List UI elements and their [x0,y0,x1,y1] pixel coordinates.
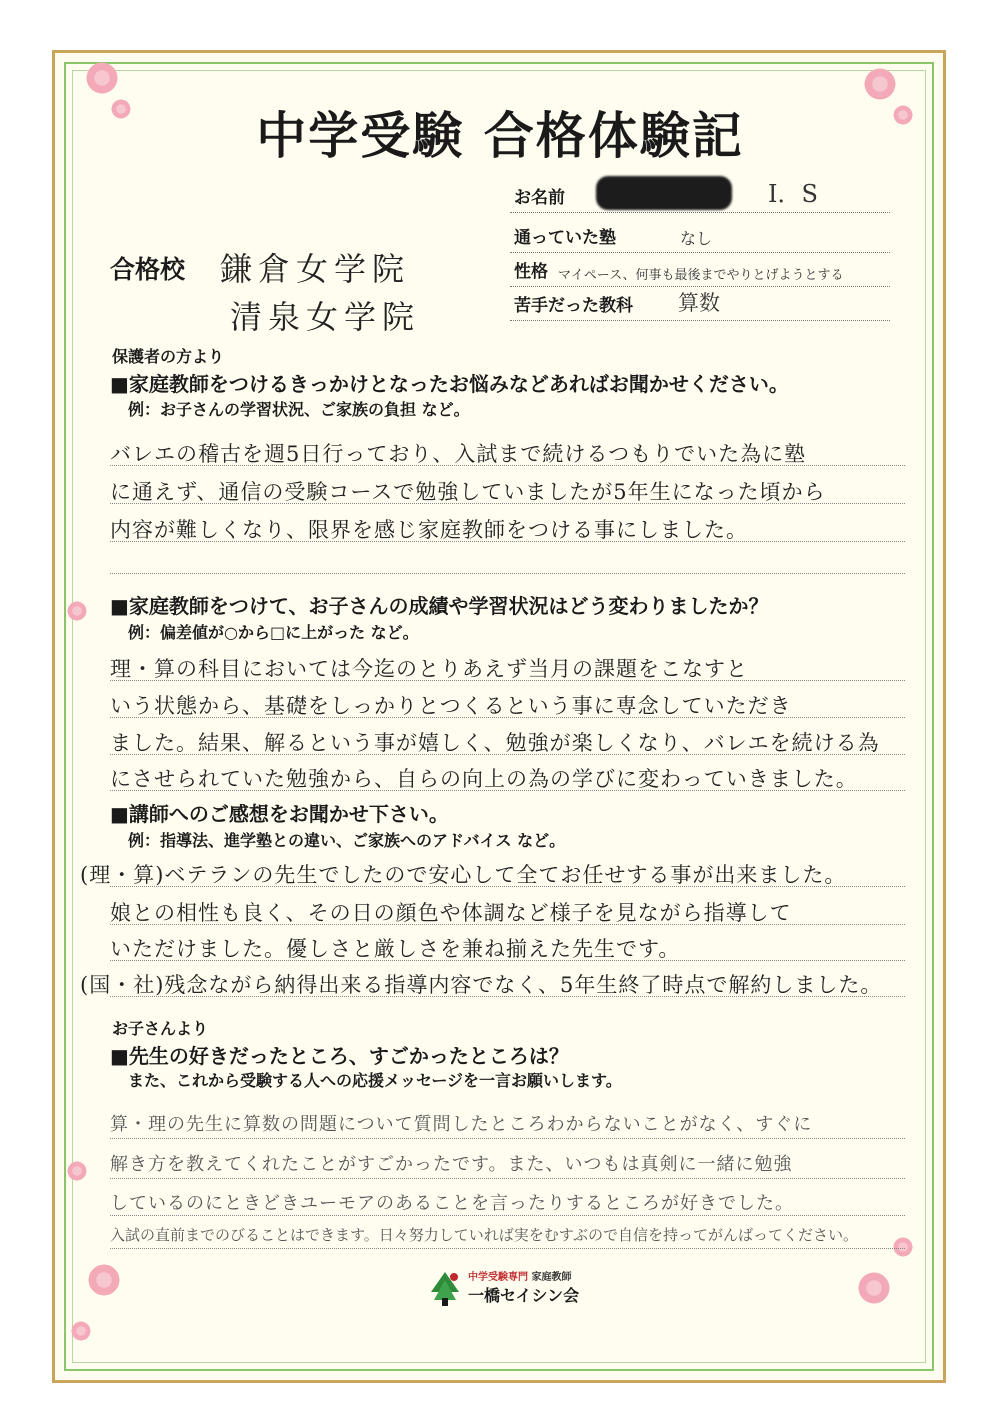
parent-label: 保護者の方より [112,347,225,366]
flower-decoration [66,600,88,622]
ruled-line [110,1138,905,1139]
ruled-line [110,790,905,791]
answer-line: ました。結果、解るという事が嬉しく、勉強が楽しくなり、バレエを続ける為 [110,731,880,755]
question-heading: ■講師へのご感想をお聞かせ下さい。 [110,802,449,826]
ruled-line [110,886,905,887]
ruled-line [110,1248,905,1249]
ruled-line [110,503,905,504]
ruled-line [110,680,905,681]
logo-name: 一橋セイシン会 [468,1286,580,1305]
weak-subject-row [510,290,890,321]
flower-decoration [86,1262,122,1298]
juku-row [510,222,890,253]
answer-line: しているのにときどきユーモアのあることを言ったりするところが好きでした。 [110,1193,794,1214]
name-label: お名前 [514,188,565,208]
ruled-line [110,1215,905,1216]
question-example: 例：偏差値が○から□に上がった など。 [128,623,419,642]
answer-line: (理・算)ベテランの先生でしたので安心して全てお任せする事が出来ました。 [80,863,847,887]
answer-line: 入試の直前までのびることはできます。日々努力していれば実をむすぶので自信を持ってがんばってください。 [110,1226,859,1244]
answer-line: 解き方を教えてくれたことがすごかったです。また、いつもは真剣に一緒に勉強 [110,1154,793,1175]
answer-line: 内容が難しくなり、限界を感じ家庭教師をつける事にしました。 [110,518,748,542]
answer-line: 娘との相性も良く、その日の顔色や体調など様子を見ながら指導して [110,901,792,925]
ruled-line [110,996,905,997]
name-value: I．S [768,180,818,208]
personality-row [510,256,890,287]
company-logo [428,1266,598,1310]
answer-line: バレエの稽古を週5日行っており、入試まで続けるつもりでいた為に塾 [110,442,807,466]
question-heading: ■家庭教師をつけるきっかけとなったお悩みなどあればお聞かせください。 [110,372,789,396]
juku-label: 通っていた塾 [514,228,616,248]
flower-decoration [856,1270,892,1306]
answer-line: いただけました。優しさと厳しさを兼ね揃えた先生です。 [110,937,681,961]
logo-tagline: 中学受験専門 家庭教師 [468,1272,572,1283]
question-heading: ■先生の好きだったところ、すごかったところは？ [110,1044,569,1068]
redaction-mask [596,176,732,210]
personality-label: 性格 [514,262,548,282]
personality-value: マイペース、何事も最後までやりとげようとする [558,268,844,283]
ruled-line [110,960,905,961]
tree-logo-icon [428,1270,462,1306]
juku-value: なし [680,229,713,248]
answer-line: (国・社)残念ながら納得出来る指導内容でなく、5年生終了時点で解約しました。 [80,973,883,997]
answer-line: にさせられていた勉強から、自らの向上の為の学びに変わっていきました。 [110,767,858,791]
ruled-line [110,1178,905,1179]
answer-line: いう状態から、基礎をしっかりとつくるという事に専念していただき [110,694,792,718]
ruled-line [110,717,905,718]
flower-decoration [70,1320,92,1342]
flower-decoration [84,60,120,96]
question-example: 例：お子さんの学習状況、ご家族の負担 など。 [128,400,470,419]
ruled-line [110,573,905,574]
weak-subject-value: 算数 [678,291,720,315]
school-name: 清泉女学院 [230,298,421,336]
weak-subject-label: 苦手だった教科 [514,296,633,316]
answer-line: 算・理の先生に算数の問題について質問したところわからないことがなく、すぐに [110,1114,813,1135]
child-label: お子さんより [112,1019,209,1038]
page-title: 中学受験 合格体験記 [256,107,744,165]
ruled-line [110,754,905,755]
question-example: 例：指導法、進学塾との違い、ご家族へのアドバイス など。 [128,831,566,850]
answer-line: に通えず、通信の受験コースで勉強していましたが5年生になった頃から [110,480,826,504]
answer-line: 理・算の科目においては今迄のとりあえず当月の課題をこなすと [110,657,748,681]
ruled-line [110,465,905,466]
flower-decoration [66,1160,88,1182]
school-label: 合格校 [110,255,186,284]
question-sub: また、これから受験する人への応援メッセージを一言お願いします。 [128,1071,622,1090]
ruled-line [110,541,905,542]
school-name: 鎌倉女学院 [220,250,411,288]
question-heading: ■家庭教師をつけて、お子さんの成績や学習状況はどう変わりましたか？ [110,594,769,618]
ruled-line [110,924,905,925]
